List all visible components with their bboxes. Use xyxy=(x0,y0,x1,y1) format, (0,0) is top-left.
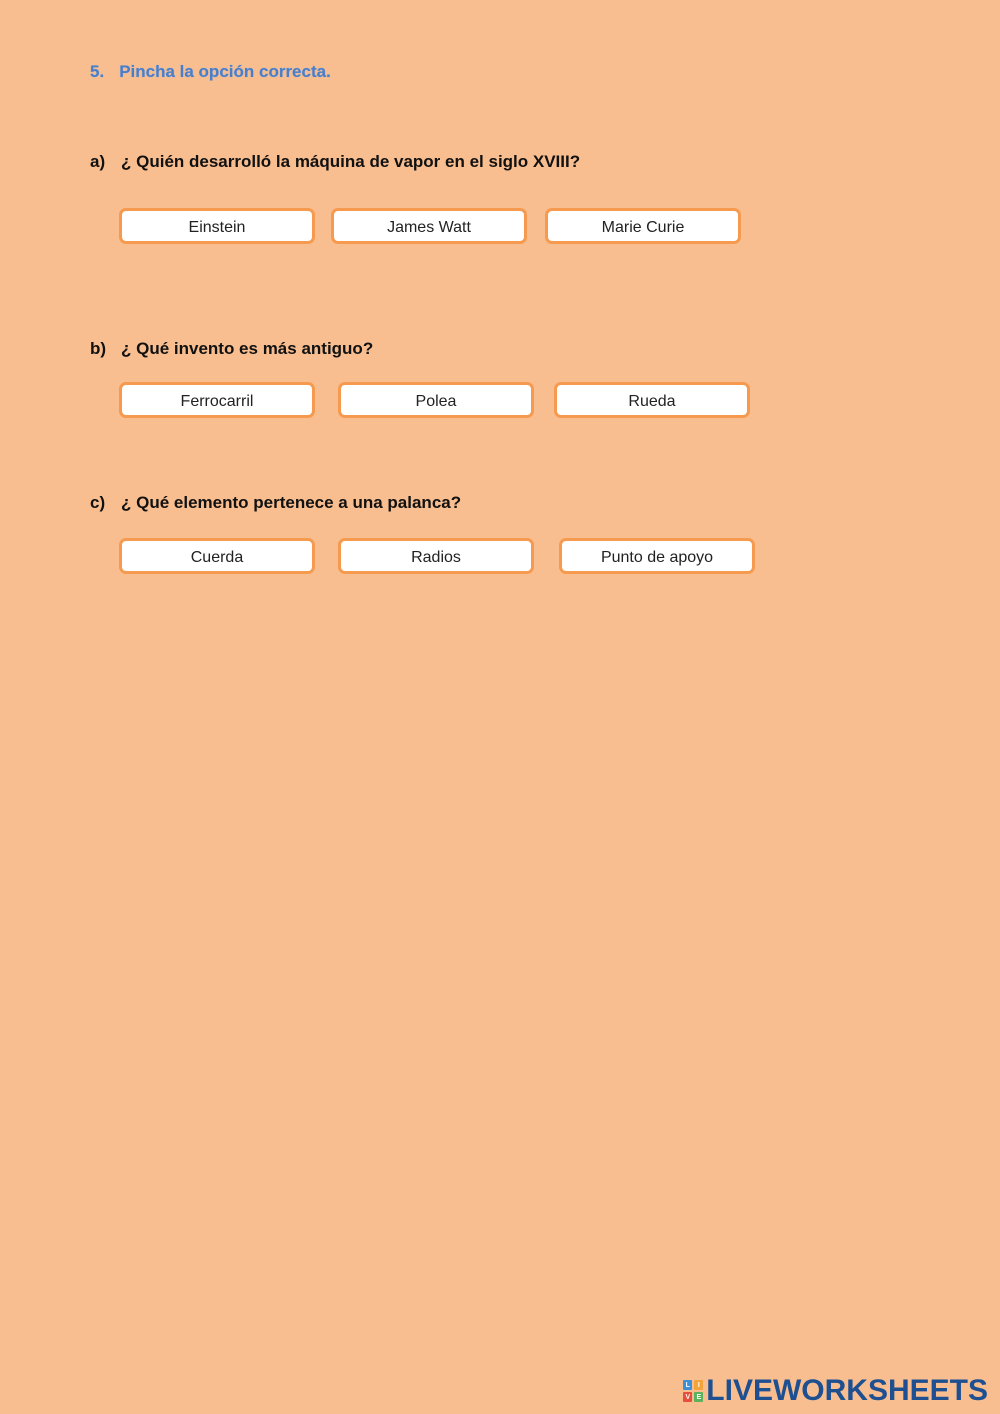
logo-blocks-icon xyxy=(683,1380,703,1402)
logo-block: E xyxy=(694,1392,703,1402)
question-b xyxy=(90,339,373,359)
question-a xyxy=(90,152,580,172)
question-c xyxy=(90,493,461,513)
question-letter: b) xyxy=(90,339,107,358)
question-text: ¿ Qué elemento pertenece a una palanca? xyxy=(121,493,462,512)
option-rueda[interactable]: Rueda xyxy=(554,382,750,418)
option-radios[interactable]: Radios xyxy=(338,538,534,574)
option-einstein[interactable]: Einstein xyxy=(119,208,315,244)
question-letter: c) xyxy=(90,493,106,512)
option-ferrocarril[interactable]: Ferrocarril xyxy=(119,382,315,418)
option-punto-de-apoyo[interactable]: Punto de apoyo xyxy=(559,538,755,574)
option-cuerda[interactable]: Cuerda xyxy=(119,538,315,574)
option-marie-curie[interactable]: Marie Curie xyxy=(545,208,741,244)
exercise-title: Pincha la opción correcta. xyxy=(119,62,331,81)
logo-text: LIVEWORKSHEETS xyxy=(706,1374,988,1407)
exercise-heading xyxy=(90,62,331,82)
option-polea[interactable]: Polea xyxy=(338,382,534,418)
liveworksheets-logo xyxy=(683,1376,988,1406)
question-text: ¿ Quién desarrolló la máquina de vapor en el siglo XVIII? xyxy=(121,152,581,171)
option-james-watt[interactable]: James Watt xyxy=(331,208,527,244)
logo-block: L xyxy=(683,1380,692,1390)
question-letter: a) xyxy=(90,152,106,171)
logo-block: I xyxy=(694,1380,703,1390)
logo-block: V xyxy=(683,1392,692,1402)
exercise-number: 5. xyxy=(90,62,105,81)
question-text: ¿ Qué invento es más antiguo? xyxy=(121,339,374,358)
